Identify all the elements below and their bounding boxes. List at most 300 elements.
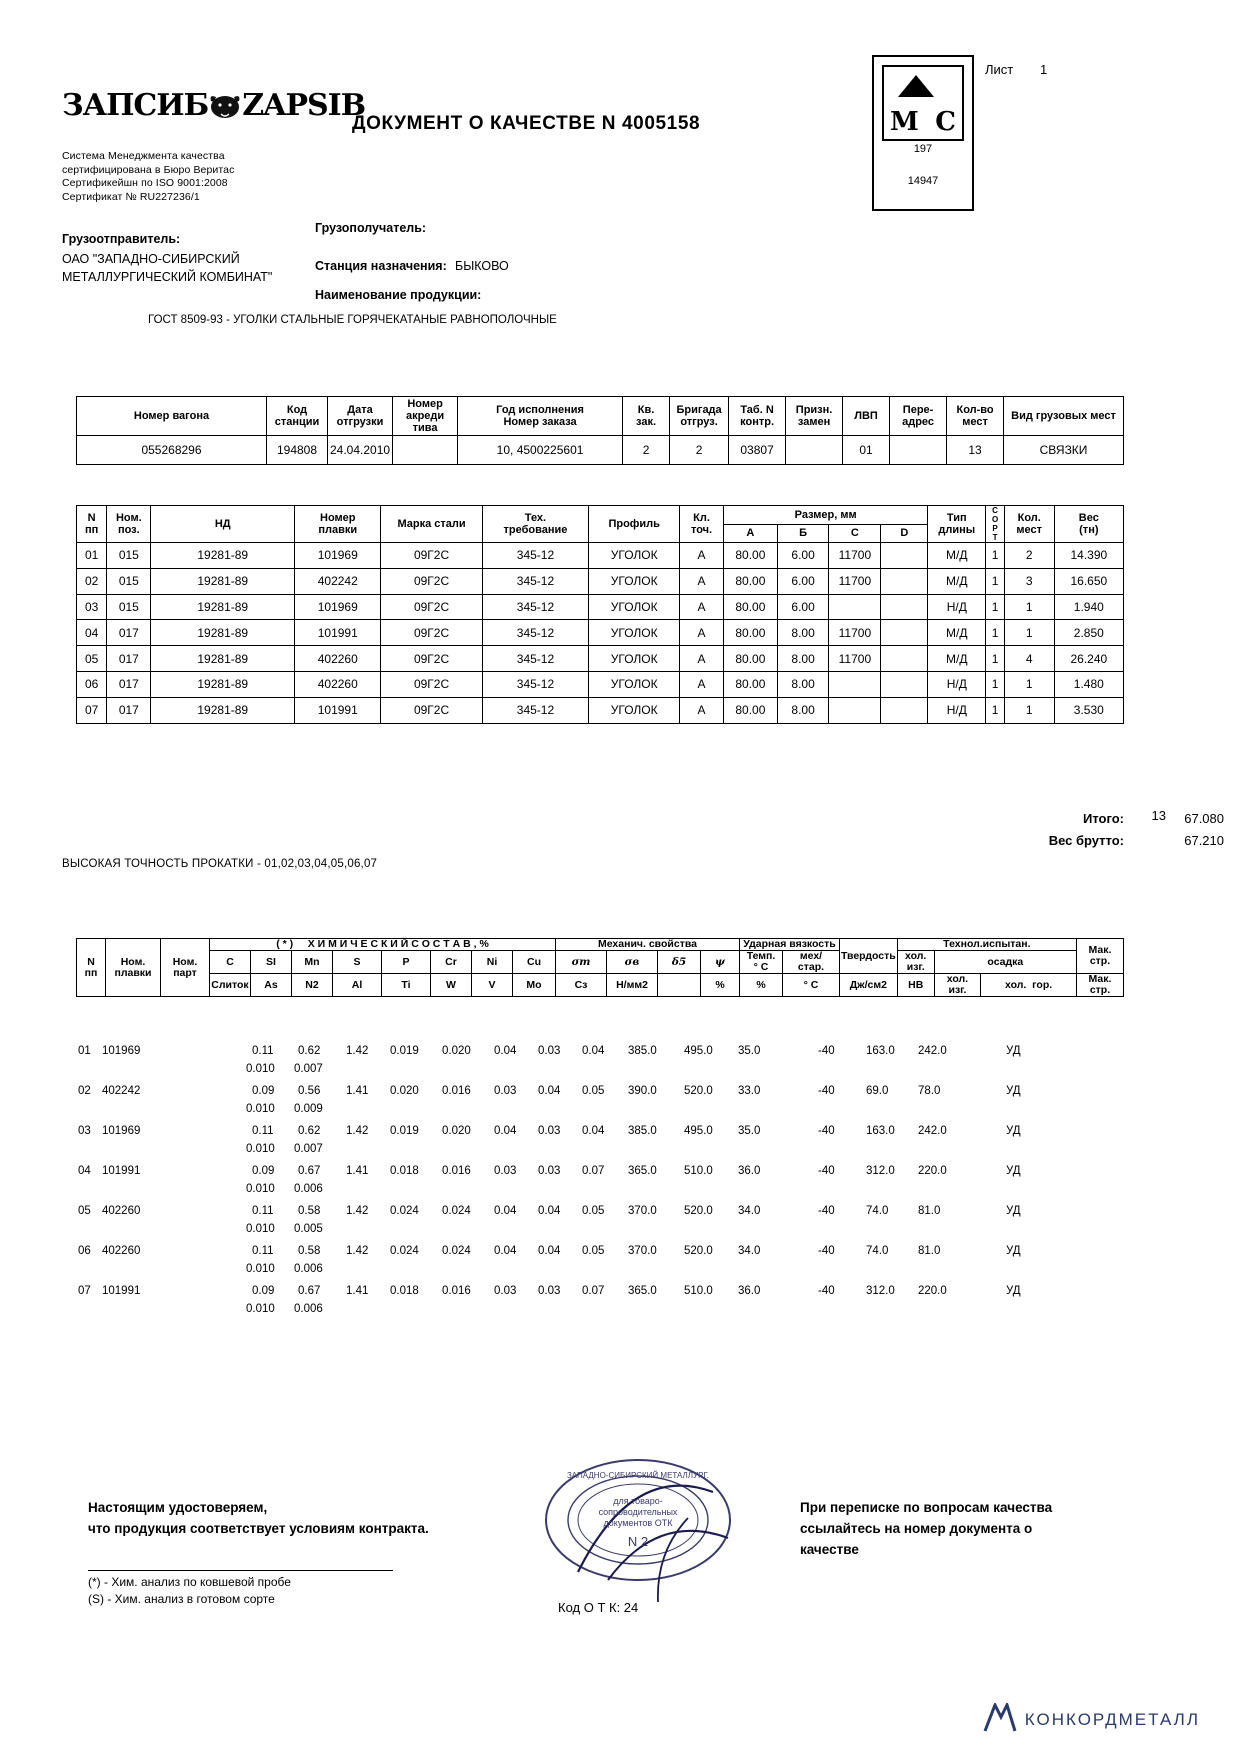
chem-cell-cu: 0.07: [582, 1165, 605, 1177]
chem-cell-delta-5: 34.0: [738, 1245, 761, 1257]
cell-n-pp: 03: [77, 594, 107, 620]
cell-prizn-zamen: [786, 436, 843, 465]
cell-nd: 19281-89: [151, 543, 295, 569]
th-el-s: S: [333, 951, 382, 974]
chem-cell-heat: 402260: [102, 1205, 141, 1217]
chem-cell-heat: 101969: [102, 1125, 141, 1137]
th-tech-upset-2: хол. гор.: [981, 974, 1077, 997]
stamp-letter-right: С: [935, 107, 956, 137]
cell-tech-req: 345-12: [482, 594, 589, 620]
chem-cell-sigma-v: 495.0: [684, 1125, 713, 1137]
cell-steel-grade: 09Г2С: [381, 671, 482, 697]
cell-size-a: 80.00: [723, 671, 777, 697]
chem-cell-n-pp: 06: [78, 1245, 91, 1257]
svg-text:для товаро-: для товаро-: [613, 1496, 663, 1506]
chem-cell-impact-1: 74.0: [866, 1245, 889, 1257]
wagon-data-row: [77, 436, 1124, 465]
chem-cell-cr: 0.04: [494, 1245, 517, 1257]
cell-nom-poz: 017: [107, 671, 151, 697]
cell-heat-number: 402260: [295, 646, 381, 672]
th-brigade: Бригада отгруз.: [670, 397, 729, 436]
gross-label: Вес брутто:: [1048, 833, 1124, 848]
cell-sort: 1: [986, 697, 1005, 723]
chem-cell-mn: 1.41: [346, 1285, 369, 1297]
th-el-al: Al: [333, 974, 382, 997]
cell-heat-number: 101991: [295, 697, 381, 723]
chem-cell-heat: 402260: [102, 1245, 141, 1257]
correspondence-line-1: При переписке по вопросам качества: [800, 1500, 1053, 1515]
brand-logo-icon: [983, 1703, 1017, 1736]
chem-cell-c: 0.11: [252, 1205, 274, 1217]
chem-cell-tech-test: УД: [1006, 1165, 1021, 1177]
cell-brigade: 2: [670, 436, 729, 465]
cell-kv-zak: 2: [623, 436, 670, 465]
chemical-mechanical-table-header: [76, 938, 1124, 997]
cell-accuracy: А: [680, 568, 724, 594]
chemical-table-row: [76, 1243, 1124, 1283]
cell-places: 1: [1004, 620, 1054, 646]
chem-cell-cu: 0.04: [582, 1045, 605, 1057]
chem-cell-c: 0.09: [252, 1085, 275, 1097]
cell-size-c: [829, 697, 881, 723]
chem-cell-sigma-v: 520.0: [684, 1085, 713, 1097]
cell-weight: 1.940: [1054, 594, 1123, 620]
statement-line-1: Настоящим удостоверяем,: [88, 1500, 268, 1515]
chem-cell-p: 0.024: [442, 1245, 471, 1257]
th-mech-unit-3: %: [740, 974, 783, 997]
th-impact-temp: Темп. ° С: [740, 951, 783, 974]
chem-cell-n-pp: 01: [78, 1045, 91, 1057]
chem-cell-p: 0.016: [442, 1285, 471, 1297]
statement-line-2: что продукция соответствует условиям контракта.: [88, 1521, 429, 1536]
chemical-table-row: [76, 1283, 1124, 1323]
totals-values: [1124, 808, 1224, 852]
product-table-row: [77, 543, 1124, 569]
cell-accuracy: А: [680, 697, 724, 723]
chem-cell-sigma-t: 370.0: [628, 1205, 657, 1217]
cell-size-a: 80.00: [723, 594, 777, 620]
chem-cell-impact-2: 242.0: [918, 1045, 947, 1057]
th-mech-unit-1: [658, 974, 701, 997]
cell-weight: 16.650: [1054, 568, 1123, 594]
cell-heat-number: 101969: [295, 543, 381, 569]
cell-sort: 1: [986, 594, 1005, 620]
cell-places: 1: [1004, 594, 1054, 620]
chem-cell-c: 0.09: [252, 1165, 275, 1177]
th-el-cz: Cз: [556, 974, 607, 997]
cell-readdress: [890, 436, 947, 465]
cell-n-pp: 04: [77, 620, 107, 646]
th-profile: Профиль: [589, 506, 680, 543]
product-table-row: [77, 697, 1124, 723]
chem-cell-impact-2: 81.0: [918, 1205, 941, 1217]
logo-text-left: ЗАПСИБ: [62, 88, 209, 123]
cell-nd: 19281-89: [151, 671, 295, 697]
chem-cell-p: 0.020: [442, 1045, 471, 1057]
th-readdress: Пере- адрес: [890, 397, 947, 436]
cell-tech-req: 345-12: [482, 646, 589, 672]
chem-cell-cr: 0.04: [494, 1205, 517, 1217]
th-chem-star: [210, 939, 556, 951]
cell-n-pp: 05: [77, 646, 107, 672]
th-psi: ψ: [701, 951, 740, 974]
cell-profile: УГОЛОК: [589, 697, 680, 723]
chem-cell-n-pp: 03: [78, 1125, 91, 1137]
chem-cell-cu: 0.05: [582, 1245, 605, 1257]
chem-cell-s: 0.020: [390, 1085, 419, 1097]
cell-nom-poz: 015: [107, 568, 151, 594]
chem-cell-si: 0.58: [298, 1245, 321, 1257]
product-table-row: [77, 568, 1124, 594]
chem-cell-n-pp: 02: [78, 1085, 91, 1097]
note-ladle-analysis: (*) - Хим. анализ по ковшевой пробе: [88, 1575, 291, 1589]
total-label: Итого:: [1083, 811, 1124, 826]
cell-length-type: М/Д: [928, 543, 986, 569]
cell-places: 4: [1004, 646, 1054, 672]
chem-cell-mn: 1.42: [346, 1125, 369, 1137]
chem-cell-impact-2: 220.0: [918, 1165, 947, 1177]
cell-size-a: 80.00: [723, 568, 777, 594]
quality-mark-stamp: [872, 55, 974, 211]
cell-sort: 1: [986, 620, 1005, 646]
cert-line-2: сертифицирована в Бюро Веритас: [62, 163, 235, 176]
th-mech-title: Механич. свойства: [556, 939, 740, 951]
cell-accuracy: А: [680, 594, 724, 620]
th-year-order: Год исполнения Номер заказа: [458, 397, 623, 436]
chem-cell-p: 0.016: [442, 1085, 471, 1097]
cell-size-d: [881, 620, 928, 646]
product-name-value: ГОСТ 8509-93 - УГОЛКИ СТАЛЬНЫЕ ГОРЯЧЕКАТАНЫЕ РАВНОПОЛОЧНЫЕ: [148, 314, 557, 326]
cell-size-d: [881, 697, 928, 723]
cell-size-b: 8.00: [777, 620, 829, 646]
chem-cell-n2: 0.007: [294, 1143, 323, 1155]
cell-nom-poz: 017: [107, 697, 151, 723]
chem-cell-impact-1: 312.0: [866, 1285, 895, 1297]
total-weight-value: 67.080: [1184, 811, 1224, 826]
cell-nd: 19281-89: [151, 697, 295, 723]
chem-cell-tech-test: УД: [1006, 1045, 1021, 1057]
th-el-mn: Mn: [292, 951, 333, 974]
th-chem-heat: Ном. плавки: [106, 939, 161, 997]
chem-cell-si: 0.58: [298, 1205, 321, 1217]
cell-size-c: 11700: [829, 620, 881, 646]
th-ingot: Слиток: [210, 974, 251, 997]
th-mech-unit-2: %: [701, 974, 740, 997]
chem-cell-si: 0.67: [298, 1165, 321, 1177]
chem-cell-sigma-v: 520.0: [684, 1205, 713, 1217]
cell-nom-poz: 015: [107, 594, 151, 620]
chem-cell-as: 0.010: [246, 1263, 275, 1275]
chem-cell-tech-test: УД: [1006, 1125, 1021, 1137]
cell-accuracy: А: [680, 620, 724, 646]
cell-tech-req: 345-12: [482, 568, 589, 594]
chem-cell-s: 0.018: [390, 1285, 419, 1297]
cell-profile: УГОЛОК: [589, 671, 680, 697]
cell-places: 1: [1004, 697, 1054, 723]
chem-cell-sigma-t: 370.0: [628, 1245, 657, 1257]
th-chem-n-pp: N пп: [77, 939, 106, 997]
chem-cell-sigma-t: 385.0: [628, 1125, 657, 1137]
th-cargo-kind: Вид грузовых мест: [1004, 397, 1124, 436]
cell-nd: 19281-89: [151, 594, 295, 620]
rolling-precision-note: ВЫСОКАЯ ТОЧНОСТЬ ПРОКАТКИ - 01,02,03,04,05,06,07: [62, 858, 378, 870]
cert-line-3: Сертификейшн по ISO 9001:2008: [62, 177, 228, 189]
chem-cell-as: 0.010: [246, 1303, 275, 1315]
chem-cell-cr: 0.03: [494, 1165, 517, 1177]
chem-cell-impact-2: 78.0: [918, 1085, 941, 1097]
chem-cell-sigma-t: 385.0: [628, 1045, 657, 1057]
chem-cell-cr: 0.03: [494, 1085, 517, 1097]
cell-size-b: 8.00: [777, 671, 829, 697]
th-impact-temp-unit: ° С: [783, 974, 840, 997]
logo-text-right: ZAPSIB: [242, 88, 366, 123]
cell-places: 3: [1004, 568, 1054, 594]
cell-tech-req: 345-12: [482, 671, 589, 697]
th-kv-zak: Кв. зак.: [623, 397, 670, 436]
cell-lvp: 01: [843, 436, 890, 465]
totals-labels: [1049, 808, 1124, 852]
cell-wagon-number: 055268296: [77, 436, 267, 465]
th-el-c: С: [210, 951, 251, 974]
svg-text:документов ОТК: документов ОТК: [603, 1518, 673, 1528]
chem-cell-mn: 1.41: [346, 1085, 369, 1097]
th-length-type: Тип длины: [928, 506, 986, 543]
chem-cell-delta-5: 35.0: [738, 1125, 761, 1137]
th-lvp: ЛВП: [843, 397, 890, 436]
chem-cell-ni: 0.04: [538, 1245, 561, 1257]
sheet-number: 1: [1040, 62, 1048, 77]
th-n-pp: N пп: [77, 506, 107, 543]
correspondence-line-3: качестве: [800, 1542, 859, 1557]
th-tab-n: Таб. N контр.: [729, 397, 786, 436]
chem-cell-cu: 0.07: [582, 1285, 605, 1297]
stamp-number-bottom: 14947: [907, 175, 939, 187]
cell-profile: УГОЛОК: [589, 543, 680, 569]
th-heat-number: Номер плавки: [295, 506, 381, 543]
th-el-mo: Mo: [513, 974, 556, 997]
th-mech-unit-0: Н/мм2: [607, 974, 658, 997]
cell-size-a: 80.00: [723, 543, 777, 569]
otk-code: Код О Т К: 24: [558, 1600, 639, 1615]
cell-nd: 19281-89: [151, 568, 295, 594]
chem-cell-delta-5: 34.0: [738, 1205, 761, 1217]
chem-cell-n-pp: 04: [78, 1165, 91, 1177]
cell-length-type: Н/Д: [928, 594, 986, 620]
chem-cell-heat: 101991: [102, 1285, 141, 1297]
chem-cell-temp: -40: [818, 1045, 835, 1057]
shipper-name-line1: ОАО "ЗАПАДНО-СИБИРСКИЙ: [62, 252, 240, 266]
th-tech-bend-2: хол. изг.: [934, 974, 980, 997]
cell-size-b: 6.00: [777, 568, 829, 594]
th-el-p: P: [382, 951, 431, 974]
cell-size-c: 11700: [829, 646, 881, 672]
chem-cell-cr: 0.03: [494, 1285, 517, 1297]
chem-cell-cr: 0.04: [494, 1125, 517, 1137]
th-ship-date: Дата отгрузки: [328, 397, 393, 436]
cell-size-d: [881, 594, 928, 620]
chemical-table-row: [76, 1163, 1124, 1203]
notes-divider: [88, 1570, 393, 1571]
cell-n-pp: 07: [77, 697, 107, 723]
th-delta-5: δ5: [658, 951, 701, 974]
chem-cell-as: 0.010: [246, 1143, 275, 1155]
chem-cell-n2: 0.007: [294, 1063, 323, 1075]
chem-cell-si: 0.56: [298, 1085, 321, 1097]
chem-cell-p: 0.024: [442, 1205, 471, 1217]
chem-title: Х И М И Ч Е С К И Й С О С Т А В , %: [307, 938, 489, 950]
roof-shape-icon: [898, 75, 934, 97]
chem-cell-cr: 0.04: [494, 1045, 517, 1057]
chem-cell-ni: 0.03: [538, 1045, 561, 1057]
chem-cell-p: 0.020: [442, 1125, 471, 1137]
note-finished-analysis: (S) - Хим. анализ в готовом сорте: [88, 1592, 275, 1606]
chem-cell-s: 0.019: [390, 1125, 419, 1137]
svg-text:сопроводительных: сопроводительных: [598, 1507, 678, 1517]
chem-cell-ni: 0.04: [538, 1085, 561, 1097]
chem-cell-temp: -40: [818, 1285, 835, 1297]
chem-cell-impact-1: 163.0: [866, 1045, 895, 1057]
th-size-d: D: [881, 524, 928, 543]
product-name-label: Наименование продукции:: [315, 288, 482, 302]
chem-cell-s: 0.024: [390, 1205, 419, 1217]
cell-accuracy: А: [680, 543, 724, 569]
th-places: Кол. мест: [1004, 506, 1054, 543]
stamp-number-top: 197: [913, 143, 933, 155]
cell-profile: УГОЛОК: [589, 568, 680, 594]
th-el-cr: Cr: [431, 951, 472, 974]
gross-weight-value: 67.210: [1184, 833, 1224, 848]
cell-nd: 19281-89: [151, 646, 295, 672]
th-weight: Вес (тн): [1054, 506, 1123, 543]
cell-sort: 1: [986, 646, 1005, 672]
th-places-count: Кол-во мест: [947, 397, 1004, 436]
cell-size-d: [881, 543, 928, 569]
cell-credit-number: [393, 436, 458, 465]
cell-places-count: 13: [947, 436, 1004, 465]
chemical-table-row: [76, 1203, 1124, 1243]
chem-cell-c: 0.11: [252, 1125, 274, 1137]
shipper-name-line2: МЕТАЛЛУРГИЧЕСКИЙ КОМБИНАТ": [62, 270, 273, 284]
cell-weight: 2.850: [1054, 620, 1123, 646]
chem-cell-impact-2: 81.0: [918, 1245, 941, 1257]
chem-cell-ni: 0.03: [538, 1125, 561, 1137]
chem-cell-as: 0.010: [246, 1223, 275, 1235]
chem-cell-impact-2: 220.0: [918, 1285, 947, 1297]
chem-cell-temp: -40: [818, 1205, 835, 1217]
cell-weight: 1.480: [1054, 671, 1123, 697]
chem-cell-ni: 0.03: [538, 1165, 561, 1177]
cell-places: 2: [1004, 543, 1054, 569]
cell-weight: 26.240: [1054, 646, 1123, 672]
chem-cell-n2: 0.005: [294, 1223, 323, 1235]
cell-length-type: Н/Д: [928, 671, 986, 697]
th-nom-poz: Ном. поз.: [107, 506, 151, 543]
cell-tech-req: 345-12: [482, 620, 589, 646]
chem-cell-mn: 1.42: [346, 1205, 369, 1217]
chem-cell-heat: 101969: [102, 1045, 141, 1057]
th-nd: НД: [151, 506, 295, 543]
th-el-as: Аs: [251, 974, 292, 997]
chem-cell-n2: 0.006: [294, 1183, 323, 1195]
th-tech-upset: осадка: [934, 951, 1076, 974]
destination-station-label: Станция назначения:: [315, 259, 447, 273]
th-sigma-t: σт: [556, 951, 607, 974]
chem-cell-sigma-t: 390.0: [628, 1085, 657, 1097]
th-macro-title: Мак. стр.: [1077, 939, 1124, 974]
th-el-ti: Ti: [382, 974, 431, 997]
product-table-row: [77, 594, 1124, 620]
cell-size-c: [829, 671, 881, 697]
th-el-ni: Ni: [472, 951, 513, 974]
chem-cell-c: 0.09: [252, 1285, 275, 1297]
cell-heat-number: 101969: [295, 594, 381, 620]
chem-cell-tech-test: УД: [1006, 1285, 1021, 1297]
chem-cell-heat: 402242: [102, 1085, 141, 1097]
th-prizn-zamen: Призн. замен: [786, 397, 843, 436]
cell-size-b: 6.00: [777, 594, 829, 620]
chem-cell-as: 0.010: [246, 1183, 275, 1195]
cert-line-4: Сертификат № RU227236/1: [62, 190, 200, 203]
chem-cell-tech-test: УД: [1006, 1085, 1021, 1097]
cell-size-b: 6.00: [777, 543, 829, 569]
destination-station-value: БЫКОВО: [455, 259, 509, 273]
th-tech-test-title: Технол.испытан.: [897, 939, 1076, 951]
chem-cell-tech-test: УД: [1006, 1205, 1021, 1217]
cell-length-type: М/Д: [928, 568, 986, 594]
cell-heat-number: 101991: [295, 620, 381, 646]
cell-heat-number: 402242: [295, 568, 381, 594]
star-marker: ( * ): [276, 938, 294, 950]
cell-sort: 1: [986, 671, 1005, 697]
cell-ship-date: 24.04.2010: [328, 436, 393, 465]
cell-size-d: [881, 568, 928, 594]
chem-cell-s: 0.024: [390, 1245, 419, 1257]
cell-nom-poz: 017: [107, 620, 151, 646]
th-credit-number: Номер акреди тива: [393, 397, 458, 436]
cell-year-order: 10, 4500225601: [458, 436, 623, 465]
correspondence-note: [800, 1497, 1052, 1560]
chem-cell-sigma-t: 365.0: [628, 1165, 657, 1177]
cell-steel-grade: 09Г2С: [381, 568, 482, 594]
th-hardness-hb: НВ: [897, 974, 934, 997]
cell-nom-poz: 017: [107, 646, 151, 672]
chem-cell-delta-5: 36.0: [738, 1285, 761, 1297]
th-station-code: Код станции: [267, 397, 328, 436]
chem-cell-temp: -40: [818, 1125, 835, 1137]
cell-length-type: М/Д: [928, 646, 986, 672]
brand-watermark: [983, 1703, 1200, 1736]
otk-seal: [538, 1452, 748, 1602]
th-el-si: SI: [251, 951, 292, 974]
chem-cell-n-pp: 07: [78, 1285, 91, 1297]
chem-cell-n2: 0.006: [294, 1263, 323, 1275]
sheet-label: Лист: [985, 62, 1014, 77]
cell-accuracy: А: [680, 671, 724, 697]
chemical-table-row: [76, 1123, 1124, 1163]
chem-cell-sigma-v: 495.0: [684, 1045, 713, 1057]
th-accuracy: Кл. точ.: [680, 506, 724, 543]
cell-length-type: Н/Д: [928, 697, 986, 723]
th-sort: С О Р Т: [986, 506, 1005, 543]
cell-weight: 3.530: [1054, 697, 1123, 723]
cell-accuracy: А: [680, 646, 724, 672]
th-hardness-title: Твердость: [840, 939, 898, 974]
consignee-label: Грузополучатель:: [315, 221, 427, 235]
chem-cell-c: 0.11: [252, 1045, 274, 1057]
chemical-data-rows: [76, 1043, 1124, 1323]
chem-cell-cu: 0.05: [582, 1085, 605, 1097]
chem-cell-p: 0.016: [442, 1165, 471, 1177]
